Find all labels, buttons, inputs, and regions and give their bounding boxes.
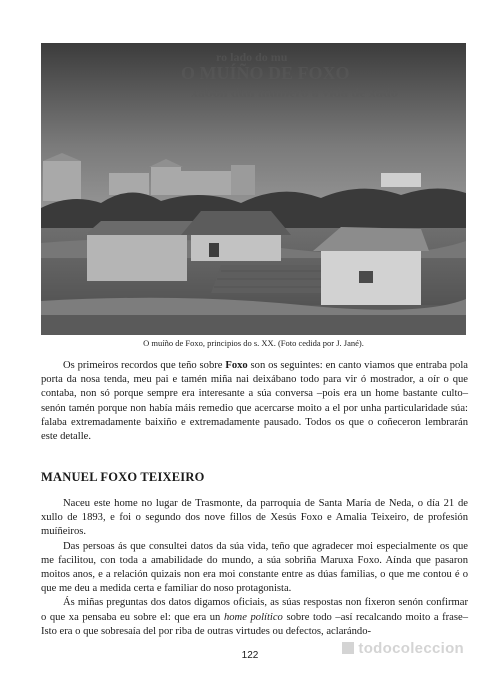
para3-italic: home político <box>223 611 283 623</box>
mill-photo-illustration <box>41 43 466 335</box>
watermark-text: todocoleccion <box>358 640 464 657</box>
body-paragraph-3 <box>41 596 468 639</box>
para3-start: Ás miñas preguntas dos datos digamos oficiais, as súas respostas non fixeron senón confirmar o que xa pensaba eu sobre el: que era un <box>41 597 468 623</box>
historic-photo <box>41 43 466 335</box>
intro-bold-name: Foxo <box>225 360 248 371</box>
page-number: 122 <box>241 650 259 661</box>
body-paragraph-1: Naceu este home no lugar de Trasmonte, da parroquia de Santa María de Neda, o día 21 de xullo de 1893, e foi o segundo dos nove fillos de Xesús Foxo e Amalia Teixeiro, de profesión muíñeiros. <box>41 498 468 538</box>
body-paragraph-2: Das persoas ás que consultei datos da súa vida, teño que agradecer moi especialmente os que me facilitou, con toda a amabilidade do mundo, a súa sobriña Maruxa Foxo. Aínda que pasaron moitos anos, e a relación quizais non era moi constante entre as dúas familias, o que me contou é o que me deu a medida certa e familiar do noso protagonista. <box>41 540 468 595</box>
intro-paragraph <box>41 359 468 444</box>
intro-text-rest: son os seguintes: en canto viamos que entraba pola porta da nosa tenda, meu pai e tamén miña nai deixábano todo para vir ó mostrador, a oír o que contaba, non só porque sempre era interesante a súa conversa –pois era un home bastante culto– senón tamén porque non había máis remedio que acercarse moito a el por unha particularidade súa: falaba extremadamente baixiño e extremadamente pausado. Todos os que o coñeceron lembrarán este detalle. <box>41 360 468 443</box>
intro-text-start: Os primeiros recordos que teño sobre <box>63 360 226 371</box>
overlay-line-3: xabón dun muíñero a vida de xado <box>191 86 398 101</box>
body-text <box>41 497 468 639</box>
overlay-line-1: ro lado do mu <box>216 50 288 64</box>
para3-end: sobre todo –así recalcando moito a frase– Isto era o que sobresaía del por riba de outras virtudes ou defectos, aclarándo- <box>41 611 468 637</box>
overlay-line-2: O MUÍÑO DE FOXO <box>181 63 350 83</box>
section-title: MANUEL FOXO TEIXEIRO <box>41 470 205 484</box>
photo-caption: O muíño de Foxo, principios do s. XX. (Foto cedida por J. Jané). <box>143 338 364 348</box>
